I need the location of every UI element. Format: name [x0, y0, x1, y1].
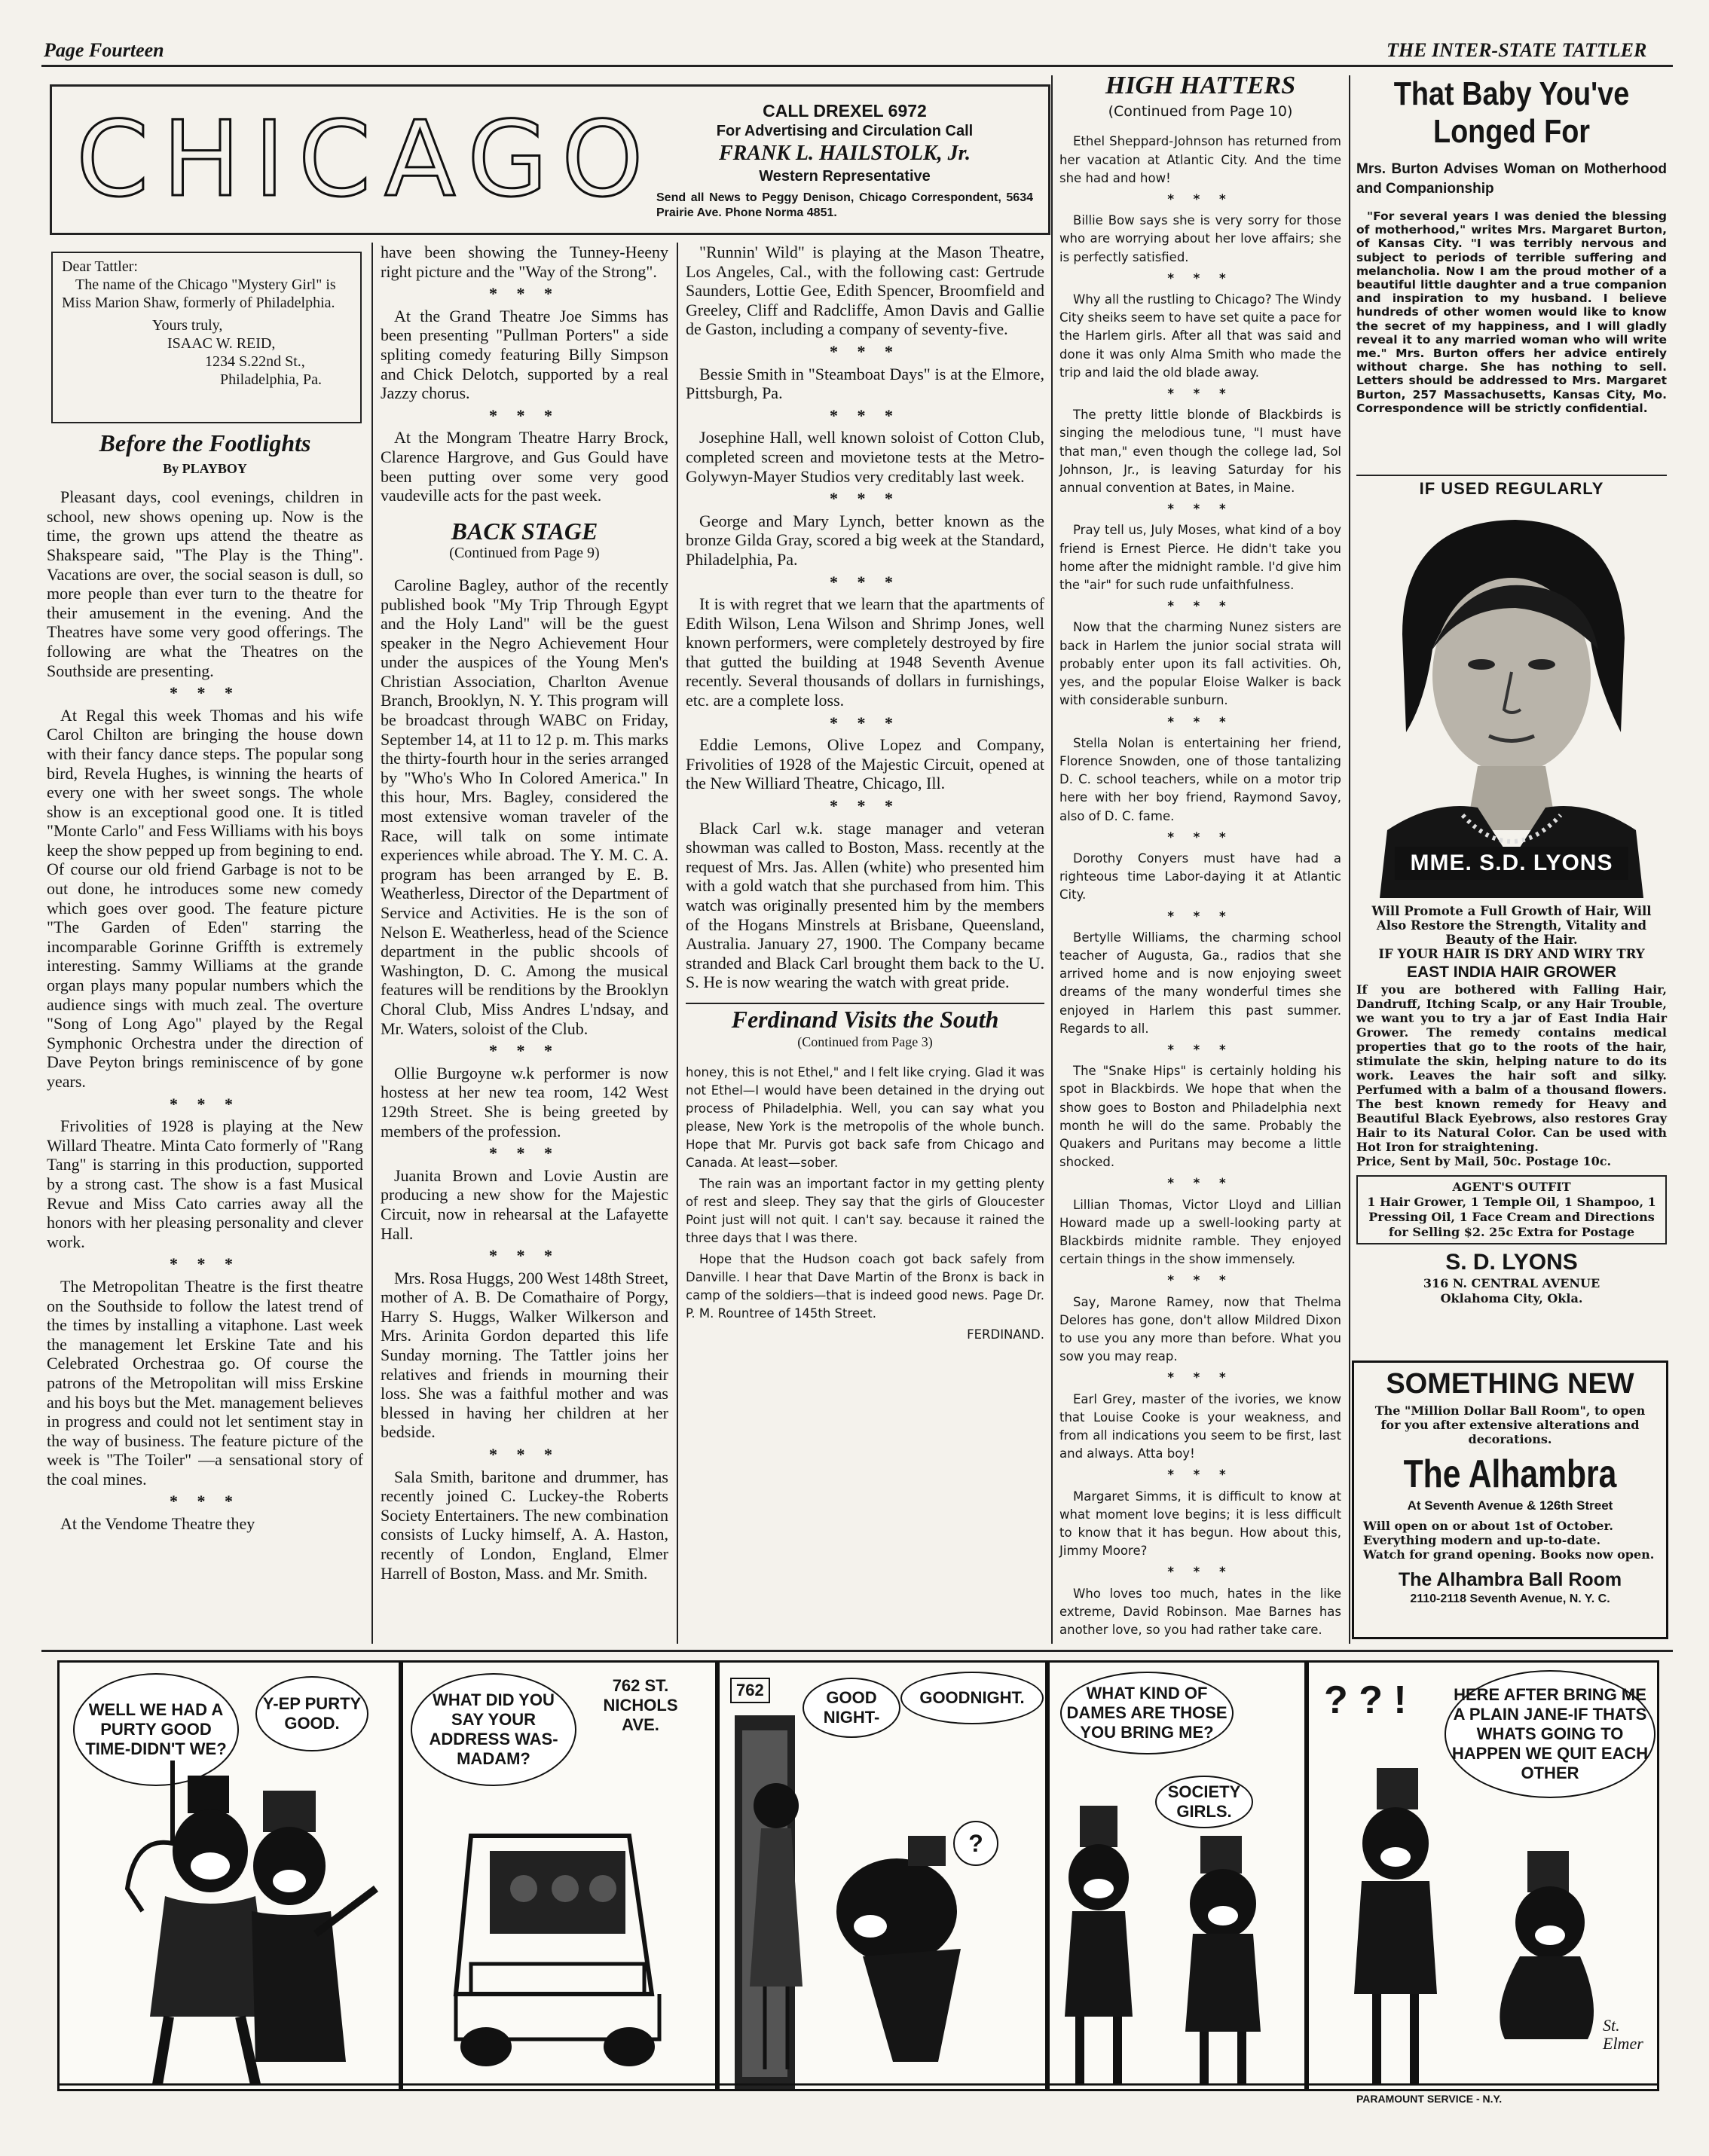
- divider: * * *: [1167, 909, 1234, 924]
- ad-body: If you are bothered with Falling Hair, Dandruff, Itching Scalp, or any Hair Trouble, we want you to try a jar of East India Hair Grower. The remedy contains medical properties that go to the roots of the hair, stimulate the skin, helping nature to do its work. Leaves the hair soft and silky. Perfumed with a balm of a thousand flowers. The best known remedy for Heavy and Beautiful Black Eyebrows, also restores Gray Hair to its Natural Color. Can be used with Hot Iron for straightening.: [1356, 982, 1667, 1154]
- ad-price: Price, Sent by Mail, 50c. Postage 10c.: [1356, 1154, 1612, 1168]
- speech-bubble: GOOD NIGHT-: [803, 1678, 900, 1738]
- ad-body: Will open on or about 1st of October. Everything modern and up-to-date.: [1363, 1519, 1613, 1547]
- divider: * * *: [830, 405, 900, 425]
- letter-city: Philadelphia, Pa.: [220, 371, 322, 388]
- outfit-body: 1 Hair Grower, 1 Temple Oil, 1 Shampoo, 1 Pressing Oil, 1 Face Cream and Directions for Selling $2. 25c Extra for Postage: [1367, 1195, 1656, 1239]
- cartoon-characters: [1050, 1663, 1307, 2091]
- article-paragraph: "Runnin' Wild" is playing at the Mason Theatre, Los Angeles, Cal., with the following cast: Gertrude Saunders, Lottie Gee, Edith Spencer, Broomfield and Greeley, Cliff and Radcliffe, Amon Davis and Gallie de Gaston, including a company of seventy-five.: [686, 243, 1044, 339]
- article-paragraph: Caroline Bagley, author of the recently published book "My Trip Through Egypt and the Holy Land" will be the guest speaker in the Negro Achievement Hour under the auspices of the Young Men's Christian Association, Charlton Avenue Branch, Brooklyn, N. Y. This program will be broadcast through WABC on Friday, September 14, at 11 to 12 p. m. This marks the thirty-fourth hour in the series arranged by "Who's Who In Colored America." In this hour, Mrs. Bagley, considered the most extensive woman traveler of the Race, will talk on some intimate experiences while abroad. The Y. M. C. A. program has been arranged by E. B. Weatherless, Director of the Department of Service and Activities. He is the son of Nelson E. Weatherless, head of the Science department in the public shcools of Washington, D. C. Among the musical features will be renditions by the Brooklyn Choral Club, Miss Andres L'ndsay, and Mr. Waters, soloist of the Club.: [381, 575, 668, 1038]
- speech-bubble: Y-EP PURTY GOOD.: [255, 1676, 368, 1751]
- send-line: Send all News to Peggy Denison, Chicago Correspondent, 5634 Prairie Ave. Phone Norma 4851.: [656, 191, 1033, 219]
- section-rule: [686, 1003, 1044, 1004]
- venue-location: At Seventh Avenue & 126th Street: [1407, 1498, 1613, 1513]
- ad-subtitle: Mrs. Burton Advises Woman on Motherhood and Companionship: [1356, 161, 1667, 197]
- portrait-label: MME. S.D. LYONS: [1395, 847, 1628, 880]
- footlights-byline: By PLAYBOY: [163, 460, 247, 476]
- continued-note: (Continued from Page 10): [1108, 103, 1293, 121]
- article-paragraph: Juanita Brown and Lovie Austin are producing a new show for the Majestic Circuit, now in rehearsal at the Lafayette Hall.: [381, 1165, 668, 1243]
- venue-name: The Alhambra: [1403, 1452, 1617, 1496]
- gossip-item: Bertylle Williams, the charming school teacher of Augusta, Ga., radios that she arrived home and is now enjoying sweet dreams of the many wonderful times she enjoyed in Harlem this past summer. Regards to all.: [1059, 930, 1341, 1036]
- ballroom-name: The Alhambra Ball Room: [1398, 1569, 1622, 1590]
- portrait: [1372, 506, 1651, 898]
- alhambra-ad: [1352, 1360, 1668, 1639]
- gossip-item: Why all the rustling to Chicago? The Windy City sheiks seem to have set quite a pace for the Harlem girls. After all that was said and done it was only Alma Smith who made the trip and laid the old blade away.: [1059, 292, 1341, 380]
- divider: * * *: [1167, 714, 1234, 729]
- gossip-item: Earl Grey, master of the ivories, we know that Louise Cooke is your weakness, and from all indications you seem to be first, last and always. Atta boy!: [1059, 1391, 1341, 1461]
- divider: * * *: [489, 1041, 560, 1061]
- divider: * * *: [1167, 599, 1234, 614]
- gossip-item: Dorothy Conyers must have had a righteous time Labor-daying it at Atlantic City.: [1059, 850, 1341, 902]
- article-paragraph: The rain was an important factor in my getting plenty of rest and sleep. They say that the girls of Gloucester Point just will not quit. I can't say. because it rained the three days that I was there.: [686, 1177, 1044, 1246]
- comic-panel-5: [1307, 1660, 1659, 2091]
- ad-rule: [1356, 475, 1667, 476]
- column-rule: [677, 243, 678, 1644]
- letter-signature: ISAAC W. REID,: [167, 335, 276, 352]
- speech-bubble: WHAT DID YOU SAY YOUR ADDRESS WAS-MADAM?: [411, 1673, 576, 1786]
- masthead-box: [50, 84, 1050, 235]
- ad-promo-cta: IF YOUR HAIR IS DRY AND WIRY TRY: [1378, 947, 1645, 961]
- divider: * * *: [1167, 270, 1234, 286]
- divider: * * *: [170, 1492, 240, 1511]
- letter-body: The name of the Chicago "Mystery Girl" is Miss Marion Shaw, formerly of Philadelphia.: [62, 276, 336, 311]
- article-paragraph: At the Vendome Theatre they: [60, 1514, 255, 1534]
- divider: * * *: [830, 572, 900, 591]
- ad-headline: Longed For: [1432, 113, 1591, 150]
- continued-note: (Continued from Page 3): [797, 1034, 933, 1049]
- gossip-item: Pray tell us, July Moses, what kind of a boy friend is Ernest Pierce. He didn't take you home after the midnight ramble. I'd give him the "air" for such rude unfaithfulness.: [1059, 523, 1341, 593]
- divider: * * *: [489, 284, 560, 304]
- masthead-contact: [656, 100, 1033, 221]
- author-signature: FERDINAND.: [967, 1327, 1044, 1342]
- divider: * * *: [830, 796, 900, 816]
- lyons-ad: [1356, 479, 1667, 1306]
- gossip-item: Stella Nolan is entertaining her friend, Florence Snowden, one of those tantalizing D. C. school teachers, while on a motor trip here with her boy friend, Raymond Savoy, also of D. C. fame.: [1059, 735, 1341, 823]
- divider: * * *: [1167, 502, 1234, 517]
- portrait-image: [1372, 506, 1651, 898]
- divider: * * *: [1167, 1370, 1234, 1385]
- back-stage-title: BACK STAGE: [451, 517, 598, 545]
- column-rule: [1349, 75, 1350, 1644]
- gossip-item: The "Snake Hips" is certainly holding his spot in Blackbirds. We hope that when the show goes to Boston and Philadelphia next month he will do the same. Probably the Quakers and Puritans may become a little shocked.: [1059, 1064, 1341, 1170]
- speech-bubble: SOCIETY GIRLS.: [1155, 1776, 1253, 1828]
- gossip-item: Billie Bow says she is very sorry for those who are worrying about her love affairs; she is perfectly satisfied.: [1059, 213, 1341, 264]
- ad-top-line: IF USED REGULARLY: [1419, 479, 1604, 498]
- advertiser-name: S. D. LYONS: [1445, 1250, 1578, 1275]
- divider: * * *: [830, 341, 900, 361]
- ballroom-address: 2110-2118 Seventh Avenue, N. Y. C.: [1410, 1593, 1610, 1605]
- ferdinand-title: Ferdinand Visits the South: [731, 1005, 999, 1033]
- comic-panel-1: [57, 1660, 401, 2091]
- speech-bubble: GOODNIGHT.: [900, 1672, 1044, 1724]
- rep-name: FRANK L. HAILSTOLK, Jr.: [718, 142, 971, 165]
- comic-panel-3: [717, 1660, 1047, 2091]
- article-paragraph: Bessie Smith in "Steamboat Days" is at the Elmore, Pittsburgh, Pa.: [686, 364, 1044, 403]
- ad-watch: Watch for grand opening. Books now open.: [1363, 1547, 1655, 1562]
- divider: * * *: [1167, 1176, 1234, 1191]
- advertiser-city: Oklahoma City, Okla.: [1440, 1291, 1583, 1306]
- divider: * * *: [1167, 1042, 1234, 1057]
- article-paragraph: Ollie Burgoyne w.k performer is now hostess at her new tea room, 142 West 129th Street. She is being greeted by members of the profession.: [381, 1063, 668, 1141]
- high-hatters-column: [1059, 74, 1341, 1642]
- divider: * * *: [489, 1144, 560, 1163]
- outfit-title: AGENT'S OUTFIT: [1452, 1180, 1571, 1194]
- article-paragraph: Josephine Hall, well known soloist of Cotton Club, completed screen and movietone tests at the Metro-Golywyn-Mayer Studios very creditably last week.: [686, 428, 1044, 486]
- comic-panel-4: [1047, 1660, 1307, 2091]
- article-paragraph: George and Mary Lynch, better known as the bronze Gilda Gray, scored a big week at the Standard, Philadelphia, Pa.: [686, 511, 1044, 569]
- page-number: Page Fourteen: [44, 39, 164, 61]
- article-paragraph: At Regal this week Thomas and his wife Carol Chilton are bringing the house down with their fancy dance steps. The popular song bird, Revela Hughes, is winning the hearts of every one with her sweet songs. The whole show is an exceptional good one. It is titled "Monte Carlo" and Fess Williams with his boys keep the show pepped up from begining to end. Of course our old friend Garbage is not to be out done, he introduces some new comedy which goes over good. The feature picture "The Garden of Eden" starring the incomparable Gorinne Griffth is extremely interesting. Sammy Williams at the grande organ plays many popular numbers which the audience sings with much zeal. The overture "Song of Long Ago" played by the Regal Symphonic Orchestra under the direction of Dave Peyton brings reminiscence of by gone years.: [47, 705, 363, 1091]
- city-title: CHICAGO: [76, 99, 657, 220]
- column-two: [381, 243, 668, 1586]
- speech-bubble: WHAT KIND OF DAMES ARE THOSE YOU BRING ME?: [1060, 1672, 1234, 1754]
- column-rule: [1051, 75, 1053, 1644]
- article-paragraph: At the Grand Theatre Joe Simms has been presenting "Pullman Porters" a side spliting comedy featuring Billy Simpson and Chick Delotch, supported by a real Jazzy chorus.: [381, 306, 668, 403]
- gossip-item: Now that the charming Nunez sisters are back in Harlem the junior social strata will probably enter upon its fall activities. Oh, yes, and the popular Eloise Walker is back with considerable sunburn.: [1059, 620, 1341, 708]
- divider: * * *: [170, 1094, 240, 1113]
- ad-headline: SOMETHING NEW: [1386, 1368, 1634, 1400]
- divider: * * *: [830, 489, 900, 508]
- article-paragraph: It is with regret that we learn that the apartments of Edith Wilson, Lena Wilson and Shrimp Jones, well known performers, were completely destroyed by fire that gutted the building at 1948 Seventh Avenue recently. Several thousands of dollars in furnishings, etc. are a complete loss.: [686, 594, 1044, 710]
- article-paragraph: Eddie Lemons, Olive Lopez and Company, Frivolities of 1928 of the Majestic Circuit, opened at the New Williard Theatre, Chicago, Ill.: [686, 735, 1044, 793]
- divider: * * *: [489, 405, 560, 425]
- letter-closing: Yours truly,: [152, 317, 223, 334]
- top-rule: [41, 65, 1673, 67]
- article-paragraph: honey, this is not Ethel," and I felt like crying. Glad it was not Ethel—I would have been detained in the drying out process of Philadelphia. Well, you can say what you please, New York is the metropolis of the whole bunch. Hope that Mr. Purvis got back safe from Chicago and Canada. At least—sober.: [686, 1065, 1044, 1171]
- gossip-item: Lillian Thomas, Victor Lloyd and Lillian Howard made up a swell-looking party at Blackbirds midnite ramble. They enjoyed certain things in the show immensely.: [1059, 1197, 1341, 1267]
- ad-intro: The "Million Dollar Ball Room", to open for you after extensive alterations and decorations.: [1374, 1403, 1646, 1446]
- divider: * * *: [1167, 829, 1234, 844]
- ad-promo: Will Promote a Full Growth of Hair, Will Also Restore the Strength, Vitality and Beauty of the Hair.: [1371, 904, 1652, 947]
- address-sign: 762 ST. NICHOLS AVE.: [603, 1676, 678, 1734]
- question-bubble: ?: [953, 1821, 998, 1866]
- divider: * * *: [489, 1445, 560, 1464]
- bottom-rule: [41, 1650, 1673, 1652]
- artist-signature: St. Elmer: [1603, 2016, 1643, 2053]
- ad-body: "For several years I was denied the blessing of motherhood," writes Mrs. Margaret Burton, of Kansas City. "I was terribly nervous and subject to periods of terrible suffering and melancholia. Now I am the proud mother of a beautiful little daughter and a true companion and inspiration to my husband. I believe hundreds of other women would like to know the secret of my happiness, and I will gladly reveal it to any married woman who will write me." Mrs. Burton offers her advice entirely without charge. She has nothing to sell. Letters should be addressed to Mrs. Margaret Burton, 257 Massachusetts, Kansas City, Mo. Correspondence will be strictly confidential.: [1356, 209, 1667, 415]
- ad-headline: That Baby You've: [1393, 75, 1630, 112]
- call-line: CALL DREXEL 6972: [763, 101, 927, 121]
- divider: * * *: [1167, 1565, 1234, 1580]
- divider: * * *: [1167, 1467, 1234, 1483]
- rep-title: Western Representative: [759, 168, 931, 185]
- for-line: For Advertising and Circulation Call: [716, 123, 974, 139]
- article-paragraph: Frivolities of 1928 is playing at the New Willard Theatre. Minta Cato formerly of "Rang Tang" is starring in this production, supported by a strong cast. The show is a fast Musical Revue and Miss Cato carries away all the honors with her pleasing personality and clever work.: [47, 1116, 363, 1251]
- footlights-title: Before the Footlights: [99, 429, 311, 457]
- newspaper-name: THE INTER-STATE TATTLER: [1386, 39, 1647, 61]
- divider: * * *: [830, 713, 900, 732]
- gossip-item: The pretty little blonde of Blackbirds is singing the melodious tune, "I must have that man," even though the college lad, Sol Johnson, Jr., is leaving Saturday for his annual convention at Bates, in Maine.: [1059, 408, 1341, 496]
- letter-greeting: Dear Tattler:: [62, 258, 138, 275]
- advertiser-address: 316 N. CENTRAL AVENUE: [1423, 1276, 1600, 1290]
- speech-bubble: HERE AFTER BRING ME A PLAIN JANE-IF THATS WHATS GOING TO HAPPEN WE QUIT EACH OTHER: [1445, 1670, 1655, 1798]
- gossip-item: Who loves too much, hates in the like extreme, David Robinson. Mae Barnes has another love, so you had rather take care.: [1059, 1586, 1341, 1638]
- divider: * * *: [1167, 386, 1234, 402]
- divider: * * *: [1167, 1273, 1234, 1288]
- article-paragraph: Hope that the Hudson coach got back safely from Danville. I hear that Dave Martin of the Bronx is back in camp of the soldiers—that is indeed good news. Page Dr. P. M. Rountree of 145th Street.: [686, 1252, 1044, 1321]
- article-paragraph: Sala Smith, baritone and drummer, has recently joined C. Luckey-the Roberts Society Entertainers. The new combination consists of Lucky himself, A. A. Haston, recently of London, England, Elmer Harrell of Boston, Mass. and Mr. Smith.: [381, 1467, 668, 1583]
- article-paragraph: The Metropolitan Theatre is the first theatre on the Southside to follow the latest trend of the times by installing a vitaphone. Last week the management let Erskine Tate and his Celebrated Orchestraa go. Of course the patrons of the Metropolitan will miss Erskine and his boys but the Met. management believes in progress and could not let sentiment stay in the way of business. The feature picture of the week is "The Toiler" —a sensational story of the coal mines.: [47, 1276, 363, 1489]
- divider: * * *: [170, 1254, 240, 1274]
- gossip-item: Say, Marone Ramey, now that Thelma Delores has gone, don't allow Mildred Dixon to use you any more than before. What you sow you may reap.: [1059, 1294, 1341, 1364]
- article-paragraph: Mrs. Rosa Huggs, 200 West 148th Street, mother of A. B. De Comathaire of Porgy, Harry S. Huggs, Walker Wilkerson and Mrs. Arinita Gordon departed this life Sunday morning. The Tattler joins her relatives and friends in mourning their loss. She was a faithful mother and was blessed in having her children at her bedside.: [381, 1268, 668, 1442]
- footlights-column: [47, 429, 363, 1537]
- divider: * * *: [1167, 192, 1234, 207]
- comic-credit: PARAMOUNT SERVICE - N.Y.: [1356, 2093, 1503, 2105]
- article-paragraph: At the Mongram Theatre Harry Brock, Clarence Hargrove, and Gus Gould have been putting over some very good vaudeville acts for the past week.: [381, 428, 668, 505]
- column-rule: [371, 243, 373, 1644]
- door-number: 762: [730, 1678, 770, 1703]
- comic-panel-2: [401, 1660, 717, 2091]
- article-paragraph: have been showing the Tunney-Heeny right picture and the "Way of the Strong".: [381, 243, 668, 281]
- continued-note: (Continued from Page 9): [449, 545, 600, 562]
- article-paragraph: Black Carl w.k. stage manager and veteran showman was called to Boston, Mass. recently at the request of Mrs. Jas. Allen (white) who presented him with a gold watch that she purchased from him. This watch was originally presented him by the members of the Hogans Minstrels at Brisbane, Queensland, Australia. January 27, 1900. The Company became stranded and Black Carl brought them back to the U. S. He is now wearing the watch with great pride.: [686, 818, 1044, 992]
- exclamation-marks: ? ? !: [1324, 1678, 1407, 1722]
- speech-bubble: WELL WE HAD A PURTY GOOD TIME-DIDN'T WE?: [73, 1673, 239, 1786]
- article-paragraph: Pleasant days, cool evenings, children in school, new shows opening up. Now is the time, the grown ups attend the theatre as Shakspeare said, "The Play is the Thing". Vacations are over, the social season is dull, so more people than ever turn to the theatre for their amusement in the evening. And the Theatres have some very good offerings. The following are what the Theatres on the Southside are presenting.: [47, 487, 363, 680]
- baby-ad: [1356, 75, 1667, 415]
- agent-outfit-box: [1356, 1175, 1667, 1244]
- high-hatters-title: HIGH HATTERS: [1105, 72, 1296, 99]
- letter-address: 1234 S.22nd St.,: [205, 353, 305, 370]
- column-three: [686, 243, 1044, 1344]
- divider: * * *: [489, 1246, 560, 1266]
- gossip-item: Margaret Simms, it is difficult to know at what moment love begins; it is less difficult to know that it has begun. How about this, Jimmy Moore?: [1059, 1489, 1341, 1559]
- cartoon-characters: [60, 1663, 401, 2091]
- taxi-cab-drawing: [403, 1663, 717, 2091]
- product-name: EAST INDIA HAIR GROWER: [1406, 963, 1617, 981]
- divider: * * *: [170, 683, 240, 703]
- gossip-item: Ethel Sheppard-Johnson has returned from her vacation at Atlantic City. And the time she had and how!: [1059, 134, 1341, 185]
- letter-box: [51, 252, 362, 423]
- cartoon-characters: [720, 1663, 1047, 2091]
